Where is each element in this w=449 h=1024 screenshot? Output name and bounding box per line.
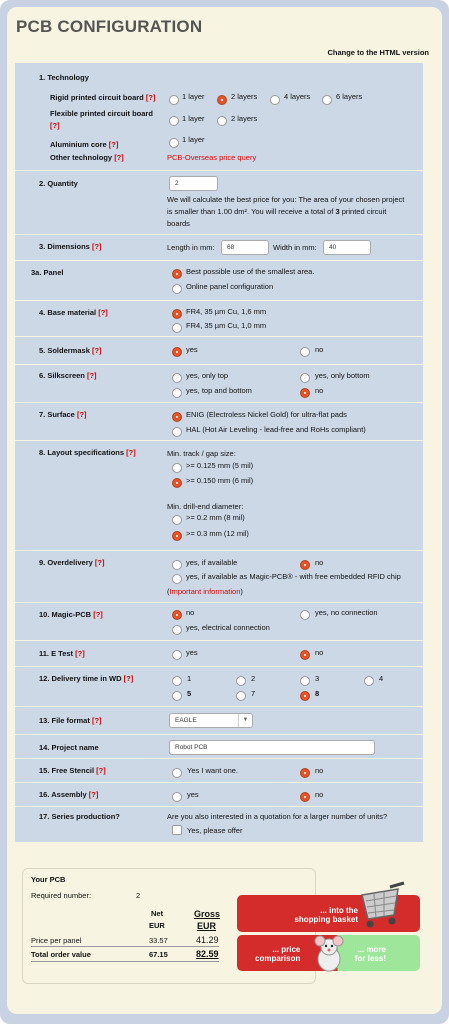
- quantity-note: We will calculate the best price for you: The area of your chosen project: [167, 195, 405, 204]
- option-label: no: [315, 386, 324, 395]
- silk-no-radio[interactable]: [300, 388, 310, 398]
- file-format-select[interactable]: [169, 713, 253, 728]
- surface-enig-radio[interactable]: [172, 412, 182, 422]
- flex-label: Flexible printed circuit board: [50, 109, 153, 118]
- option-label: FR4, 35 µm Cu, 1,6 mm: [186, 307, 267, 316]
- project-name-input[interactable]: Robot PCB: [169, 740, 375, 755]
- width-label: Width in mm:: [273, 243, 317, 252]
- help-link[interactable]: [?]: [91, 716, 102, 725]
- option-label: no: [315, 648, 324, 657]
- gross-currency: EUR: [197, 921, 217, 931]
- magic-electrical-radio[interactable]: [172, 625, 182, 635]
- total-gross: 82.59: [196, 949, 219, 959]
- option-label: 5: [187, 689, 192, 698]
- section-label: 5. Soldermask [?]: [39, 346, 102, 355]
- delivery-5-radio[interactable]: [172, 691, 182, 701]
- section-label: 6. Silkscreen [?]: [39, 371, 97, 380]
- comparison-right-text: ... more for less!: [354, 945, 386, 963]
- drill-12mil-radio[interactable]: [172, 531, 182, 541]
- comparison-left-text: ... price comparison: [255, 945, 301, 963]
- option-label: 2: [251, 674, 256, 683]
- option-label: yes: [186, 648, 198, 657]
- help-link[interactable]: [?]: [91, 242, 102, 251]
- rigid-1-layer-radio[interactable]: [169, 95, 179, 105]
- section-delivery: [15, 666, 423, 706]
- etest-no-radio[interactable]: [300, 650, 310, 660]
- length-label: Length in mm:: [167, 243, 215, 252]
- alu-1-layer-radio[interactable]: [169, 138, 179, 148]
- delivery-7-radio[interactable]: [236, 691, 246, 701]
- option-label: Online panel configuration: [186, 282, 274, 291]
- option-label: 2 layers: [231, 92, 258, 101]
- surface-hal-radio[interactable]: [172, 427, 182, 437]
- base-1-6mm-radio[interactable]: [172, 309, 182, 319]
- width-input[interactable]: 40: [323, 240, 371, 255]
- section-label: 13. File format [?]: [39, 716, 102, 725]
- file-format-value: EAGLE: [175, 717, 197, 724]
- option-label: 1 layer: [182, 114, 205, 123]
- stencil-no-radio[interactable]: [300, 768, 310, 778]
- option-label: no: [315, 766, 324, 775]
- track-6mil-radio[interactable]: [172, 478, 182, 488]
- summary-title: Your PCB: [31, 875, 66, 884]
- required-label: Required number:: [31, 891, 92, 900]
- overdelivery-no-radio[interactable]: [300, 560, 310, 570]
- length-input[interactable]: 68: [221, 240, 269, 255]
- option-label: yes, only top: [186, 371, 229, 380]
- option-label: 8: [315, 689, 320, 698]
- magic-no-radio[interactable]: [172, 610, 182, 620]
- gross-header: Gross: [194, 909, 221, 919]
- section-label: 10. Magic-PCB [?]: [39, 610, 103, 619]
- delivery-3-radio[interactable]: [300, 676, 310, 686]
- option-label: 1 layer: [182, 92, 205, 101]
- other-tech-label: Other technology [?]: [50, 153, 124, 162]
- option-label: 2 layers: [231, 114, 258, 123]
- section-etest: [15, 640, 423, 666]
- option-label: no: [315, 558, 324, 567]
- section-magic-pcb: [15, 602, 423, 640]
- mouse-mascot-icon: [307, 933, 351, 973]
- option-label: no: [315, 790, 324, 799]
- basket-button-text: ... into the shopping basket: [294, 906, 358, 924]
- section-label: 3a. Panel: [31, 268, 64, 277]
- option-label: Yes I want one.: [187, 766, 239, 775]
- divider: [31, 961, 219, 962]
- price-comparison-button[interactable]: [237, 935, 420, 971]
- option-label: 7: [251, 689, 256, 698]
- flex-1-layer-radio[interactable]: [169, 116, 179, 126]
- silk-both-radio[interactable]: [172, 388, 182, 398]
- checkbox-label: Yes, please offer: [187, 826, 243, 835]
- chevron-down-icon: ▼: [238, 714, 252, 727]
- option-label: >= 0.150 mm (6 mil): [186, 476, 254, 485]
- option-label: >= 0.3 mm (12 mil): [186, 529, 249, 538]
- quantity-note: boards: [167, 219, 190, 228]
- option-label: HAL (Hot Air Leveling - lead-free and RoHs compliant): [186, 425, 366, 434]
- track-label: Min. track / gap size:: [167, 449, 236, 458]
- section-label: 17. Series production?: [39, 812, 120, 821]
- overdelivery-yes-radio[interactable]: [172, 560, 182, 570]
- option-label: 1 layer: [182, 135, 205, 144]
- section-surface: [15, 402, 423, 440]
- section-assembly: [15, 782, 423, 806]
- overdelivery-magic-radio[interactable]: [172, 574, 182, 584]
- section-label: 9. Overdelivery [?]: [39, 558, 105, 567]
- option-label: no: [315, 345, 324, 354]
- section-label: 14. Project name: [39, 743, 99, 752]
- help-link[interactable]: [?]: [94, 558, 105, 567]
- shopping-basket-button[interactable]: [237, 895, 420, 932]
- rigid-2-layers-radio[interactable]: [217, 95, 227, 105]
- section-label: 3. Dimensions [?]: [39, 242, 102, 251]
- page-title: PCB CONFIGURATION: [16, 17, 203, 36]
- delivery-1-radio[interactable]: [172, 676, 182, 686]
- section-file-format: [15, 706, 423, 734]
- shopping-cart-icon: [356, 881, 412, 931]
- stencil-yes-radio[interactable]: [172, 768, 182, 778]
- option-label: yes, electrical connection: [186, 623, 270, 632]
- section-silkscreen: [15, 364, 423, 402]
- help-link[interactable]: [?]: [123, 674, 134, 683]
- section-base-material: [15, 300, 423, 336]
- rigid-label: Rigid printed circuit board [?]: [50, 93, 156, 102]
- section-layout: [15, 440, 423, 550]
- option-label: yes, if available as Magic-PCB® - with free embedded RFID chip: [186, 572, 401, 581]
- option-label: no: [186, 608, 195, 617]
- important-info: (Important information): [167, 587, 243, 596]
- section-soldermask: [15, 336, 423, 364]
- series-question: Are you also interested in a quotation for a larger number of units?: [167, 812, 388, 821]
- option-label: yes, no connection: [315, 608, 378, 617]
- required-value: 2: [136, 891, 141, 900]
- alu-label: Aluminium core [?]: [50, 140, 119, 149]
- option-label: yes, if available: [186, 558, 238, 567]
- section-label: 16. Assembly [?]: [39, 790, 99, 799]
- help-link[interactable]: [?]: [50, 121, 60, 130]
- important-info-link[interactable]: Important information: [169, 587, 241, 596]
- etest-yes-radio[interactable]: [172, 650, 182, 660]
- net-header: Net: [151, 909, 164, 918]
- help-link[interactable]: [?]: [98, 308, 108, 317]
- help-link[interactable]: [?]: [75, 649, 85, 658]
- option-label: >= 0.2 mm (8 mil): [186, 513, 245, 522]
- option-label: yes: [186, 345, 198, 354]
- total-label: Total order value: [31, 950, 91, 959]
- price-panel-label: Price per panel: [31, 936, 82, 945]
- option-label: yes, top and bottom: [186, 386, 252, 395]
- option-label: Best possible use of the smallest area.: [186, 267, 315, 276]
- rigid-6-layers-radio[interactable]: [322, 95, 332, 105]
- help-link[interactable]: [?]: [93, 610, 103, 619]
- section-project-name: [15, 734, 423, 758]
- option-label: >= 0.125 mm (5 mil): [186, 461, 254, 470]
- option-label: ENIG (Electroless Nickel Gold) for ultra-flat pads: [186, 410, 347, 419]
- config-form: [15, 62, 423, 842]
- delivery-4-radio[interactable]: [364, 676, 374, 686]
- section-label: 12. Delivery time in WD [?]: [39, 674, 134, 683]
- help-link[interactable]: [?]: [126, 448, 136, 457]
- price-panel-net: 33.57: [149, 936, 168, 945]
- option-label: yes: [187, 790, 199, 799]
- section-overdelivery: [15, 550, 423, 602]
- delivery-8-radio[interactable]: [300, 691, 310, 701]
- silk-top-radio[interactable]: [172, 373, 182, 383]
- help-link[interactable]: [?]: [145, 93, 156, 102]
- section-quantity: [15, 170, 423, 234]
- section-label: 2. Quantity: [39, 179, 78, 188]
- option-label: yes, only bottom: [315, 371, 370, 380]
- help-link[interactable]: [?]: [91, 346, 102, 355]
- flex-2-layers-radio[interactable]: [217, 116, 227, 126]
- help-link[interactable]: [?]: [76, 410, 87, 419]
- drill-8mil-radio[interactable]: [172, 515, 182, 525]
- section-label: 1. Technology: [39, 73, 89, 82]
- total-net: 67.15: [149, 950, 168, 959]
- option-label: 6 layers: [336, 92, 363, 101]
- section-label: 7. Surface [?]: [39, 410, 87, 419]
- overseas-price-link[interactable]: PCB-Overseas price query: [167, 153, 257, 162]
- html-version-link[interactable]: Change to the HTML version: [327, 48, 429, 57]
- assembly-no-radio[interactable]: [300, 792, 310, 802]
- option-label: FR4, 35 µm Cu, 1,0 mm: [186, 321, 267, 330]
- track-5mil-radio[interactable]: [172, 463, 182, 473]
- section-label: 11. E Test [?]: [39, 649, 85, 658]
- help-link[interactable]: [?]: [96, 766, 106, 775]
- help-link[interactable]: [?]: [88, 790, 99, 799]
- section-stencil: [15, 758, 423, 782]
- silk-bottom-radio[interactable]: [300, 373, 310, 383]
- rigid-4-layers-radio[interactable]: [270, 95, 280, 105]
- divider: [31, 946, 219, 947]
- help-link[interactable]: [?]: [108, 140, 119, 149]
- magic-no-connection-radio[interactable]: [300, 610, 310, 620]
- help-link[interactable]: [?]: [114, 153, 124, 162]
- section-dimensions: [15, 234, 423, 260]
- series-checkbox[interactable]: [172, 825, 182, 835]
- section-label: 15. Free Stencil [?]: [39, 766, 106, 775]
- quantity-input[interactable]: 2: [169, 176, 218, 191]
- panel-online-config-radio[interactable]: [172, 284, 182, 294]
- drill-label: Min. drill-end diameter:: [167, 502, 244, 511]
- base-1-0mm-radio[interactable]: [172, 323, 182, 333]
- net-currency: EUR: [149, 921, 165, 930]
- delivery-2-radio[interactable]: [236, 676, 246, 686]
- quantity-note: is smaller than 1.00 dm². You will receive a total of 3 printed circuit: [167, 207, 387, 216]
- section-label: 4. Base material [?]: [39, 308, 108, 317]
- price-panel-gross: 41.29: [196, 935, 219, 945]
- soldermask-yes-radio[interactable]: [172, 347, 182, 357]
- section-series: [15, 806, 423, 842]
- option-label: 3: [315, 674, 320, 683]
- assembly-yes-radio[interactable]: [172, 792, 182, 802]
- section-label: 8. Layout specifications [?]: [39, 448, 136, 457]
- option-label: 1: [187, 674, 192, 683]
- soldermask-no-radio[interactable]: [300, 347, 310, 357]
- help-link[interactable]: [?]: [86, 371, 97, 380]
- panel-smallest-area-radio[interactable]: [172, 269, 182, 279]
- section-panel: [15, 260, 423, 300]
- option-label: 4 layers: [284, 92, 311, 101]
- section-technology: [15, 62, 423, 170]
- option-label: 4: [379, 674, 384, 683]
